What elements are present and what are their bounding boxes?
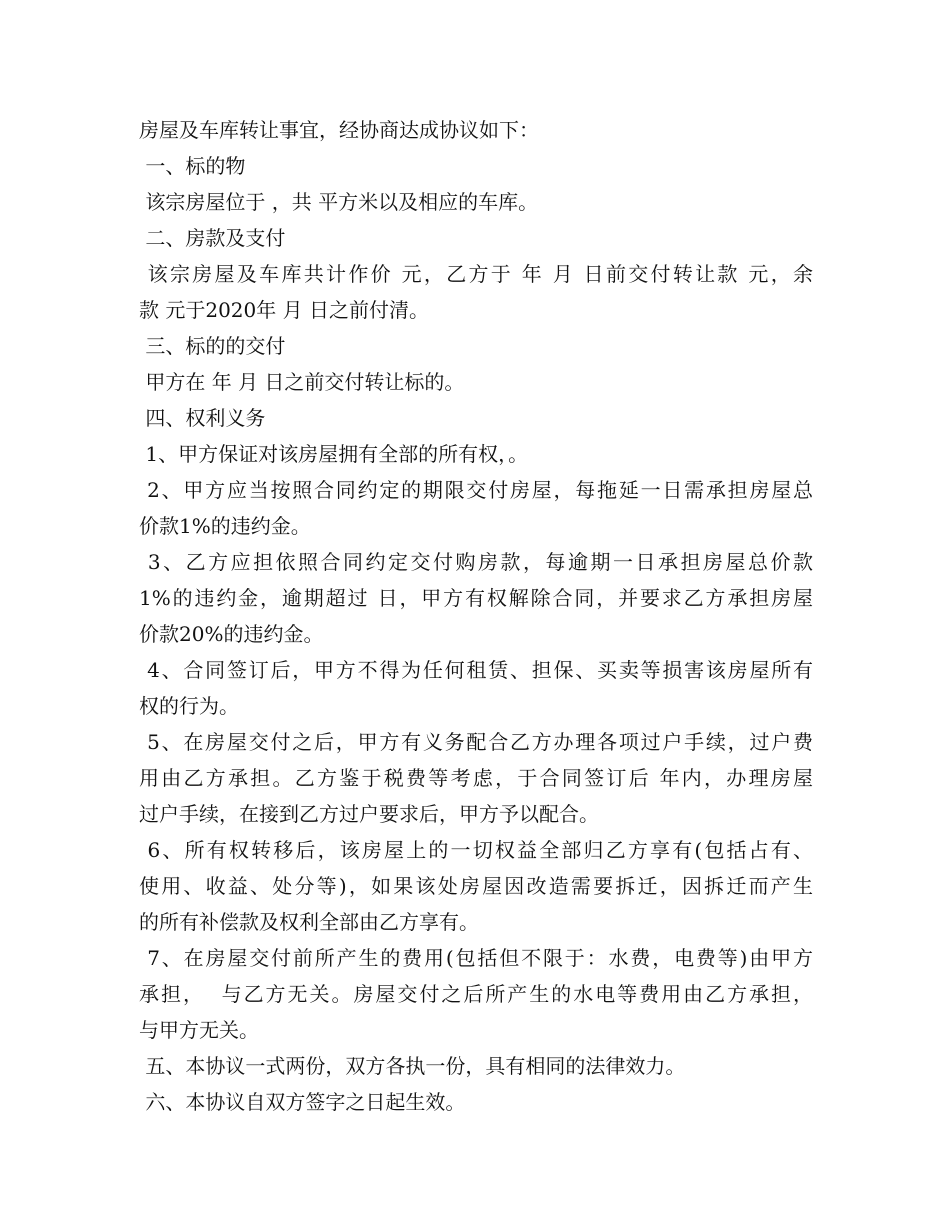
paragraph-line: 该宗房屋位于 ，共 平方米以及相应的车库。 [139, 190, 539, 214]
section-heading-delivery: 三、标的的交付 [139, 334, 286, 358]
paragraph-line: 甲方在 年 月 日之前交付转让标的。 [139, 370, 465, 394]
clause-line: 6、所有权转移后，该房屋上的一切权益全部归乙方享有(包括占有、 [139, 838, 813, 862]
clause-line: 的所有补偿款及权利全部由乙方享有。 [139, 910, 479, 934]
clause-line: 权的行为。 [139, 694, 239, 718]
intro-line: 房屋及车库转让事宜，经协商达成协议如下： [139, 118, 539, 142]
section-heading-subject: 一、标的物 [139, 154, 246, 178]
clause-line: 1%的违约金，逾期超过 日，甲方有权解除合同，并要求乙方承担房屋 [139, 586, 813, 610]
clause-line: 价款20%的违约金。 [139, 622, 324, 646]
section-heading-effective: 六、本协议自双方签字之日起生效。 [139, 1090, 466, 1114]
clause-line: 3、乙方应担依照合同约定交付购房款，每逾期一日承担房屋总价款 [139, 550, 813, 574]
paragraph-line: 该宗房屋及车库共计作价 元，乙方于 年 月 日前交付转让款 元，余 [139, 262, 813, 286]
clause-line: 承担， 与乙方无关。房屋交付之后所产生的水电等费用由乙方承担， [139, 982, 813, 1006]
clause-line: 使用、收益、处分等)，如果该处房屋因改造需要拆迁，因拆迁而产生 [139, 874, 813, 898]
clause-line: 与甲方无关。 [139, 1018, 259, 1042]
clause-line: 过户手续，在接到乙方过户要求后，甲方予以配合。 [139, 802, 599, 826]
document-body [139, 112, 813, 1120]
clause-line: 2、甲方应当按照合同约定的期限交付房屋，每拖延一日需承担房屋总 [139, 478, 813, 502]
section-heading-copies: 五、本协议一式两份，双方各执一份，具有相同的法律效力。 [139, 1054, 686, 1078]
clause-line: 价款1%的违约金。 [139, 514, 311, 538]
section-heading-rights: 四、权利义务 [139, 406, 266, 430]
clause-line: 7、在房屋交付前所产生的费用(包括但不限于：水费，电费等)由甲方 [139, 946, 813, 970]
clause-line: 5、在房屋交付之后，甲方有义务配合乙方办理各项过户手续，过户费 [139, 730, 813, 754]
clause-line: 4、合同签订后，甲方不得为任何租赁、担保、买卖等损害该房屋所有 [139, 658, 813, 682]
clause-line: 用由乙方承担。乙方鉴于税费等考虑，于合同签订后 年内，办理房屋 [139, 766, 813, 790]
section-heading-payment: 二、房款及支付 [139, 226, 286, 250]
clause-line: 1、甲方保证对该房屋拥有全部的所有权，。 [139, 442, 529, 466]
paragraph-line: 款 元于2020年 月 日之前付清。 [139, 298, 429, 322]
